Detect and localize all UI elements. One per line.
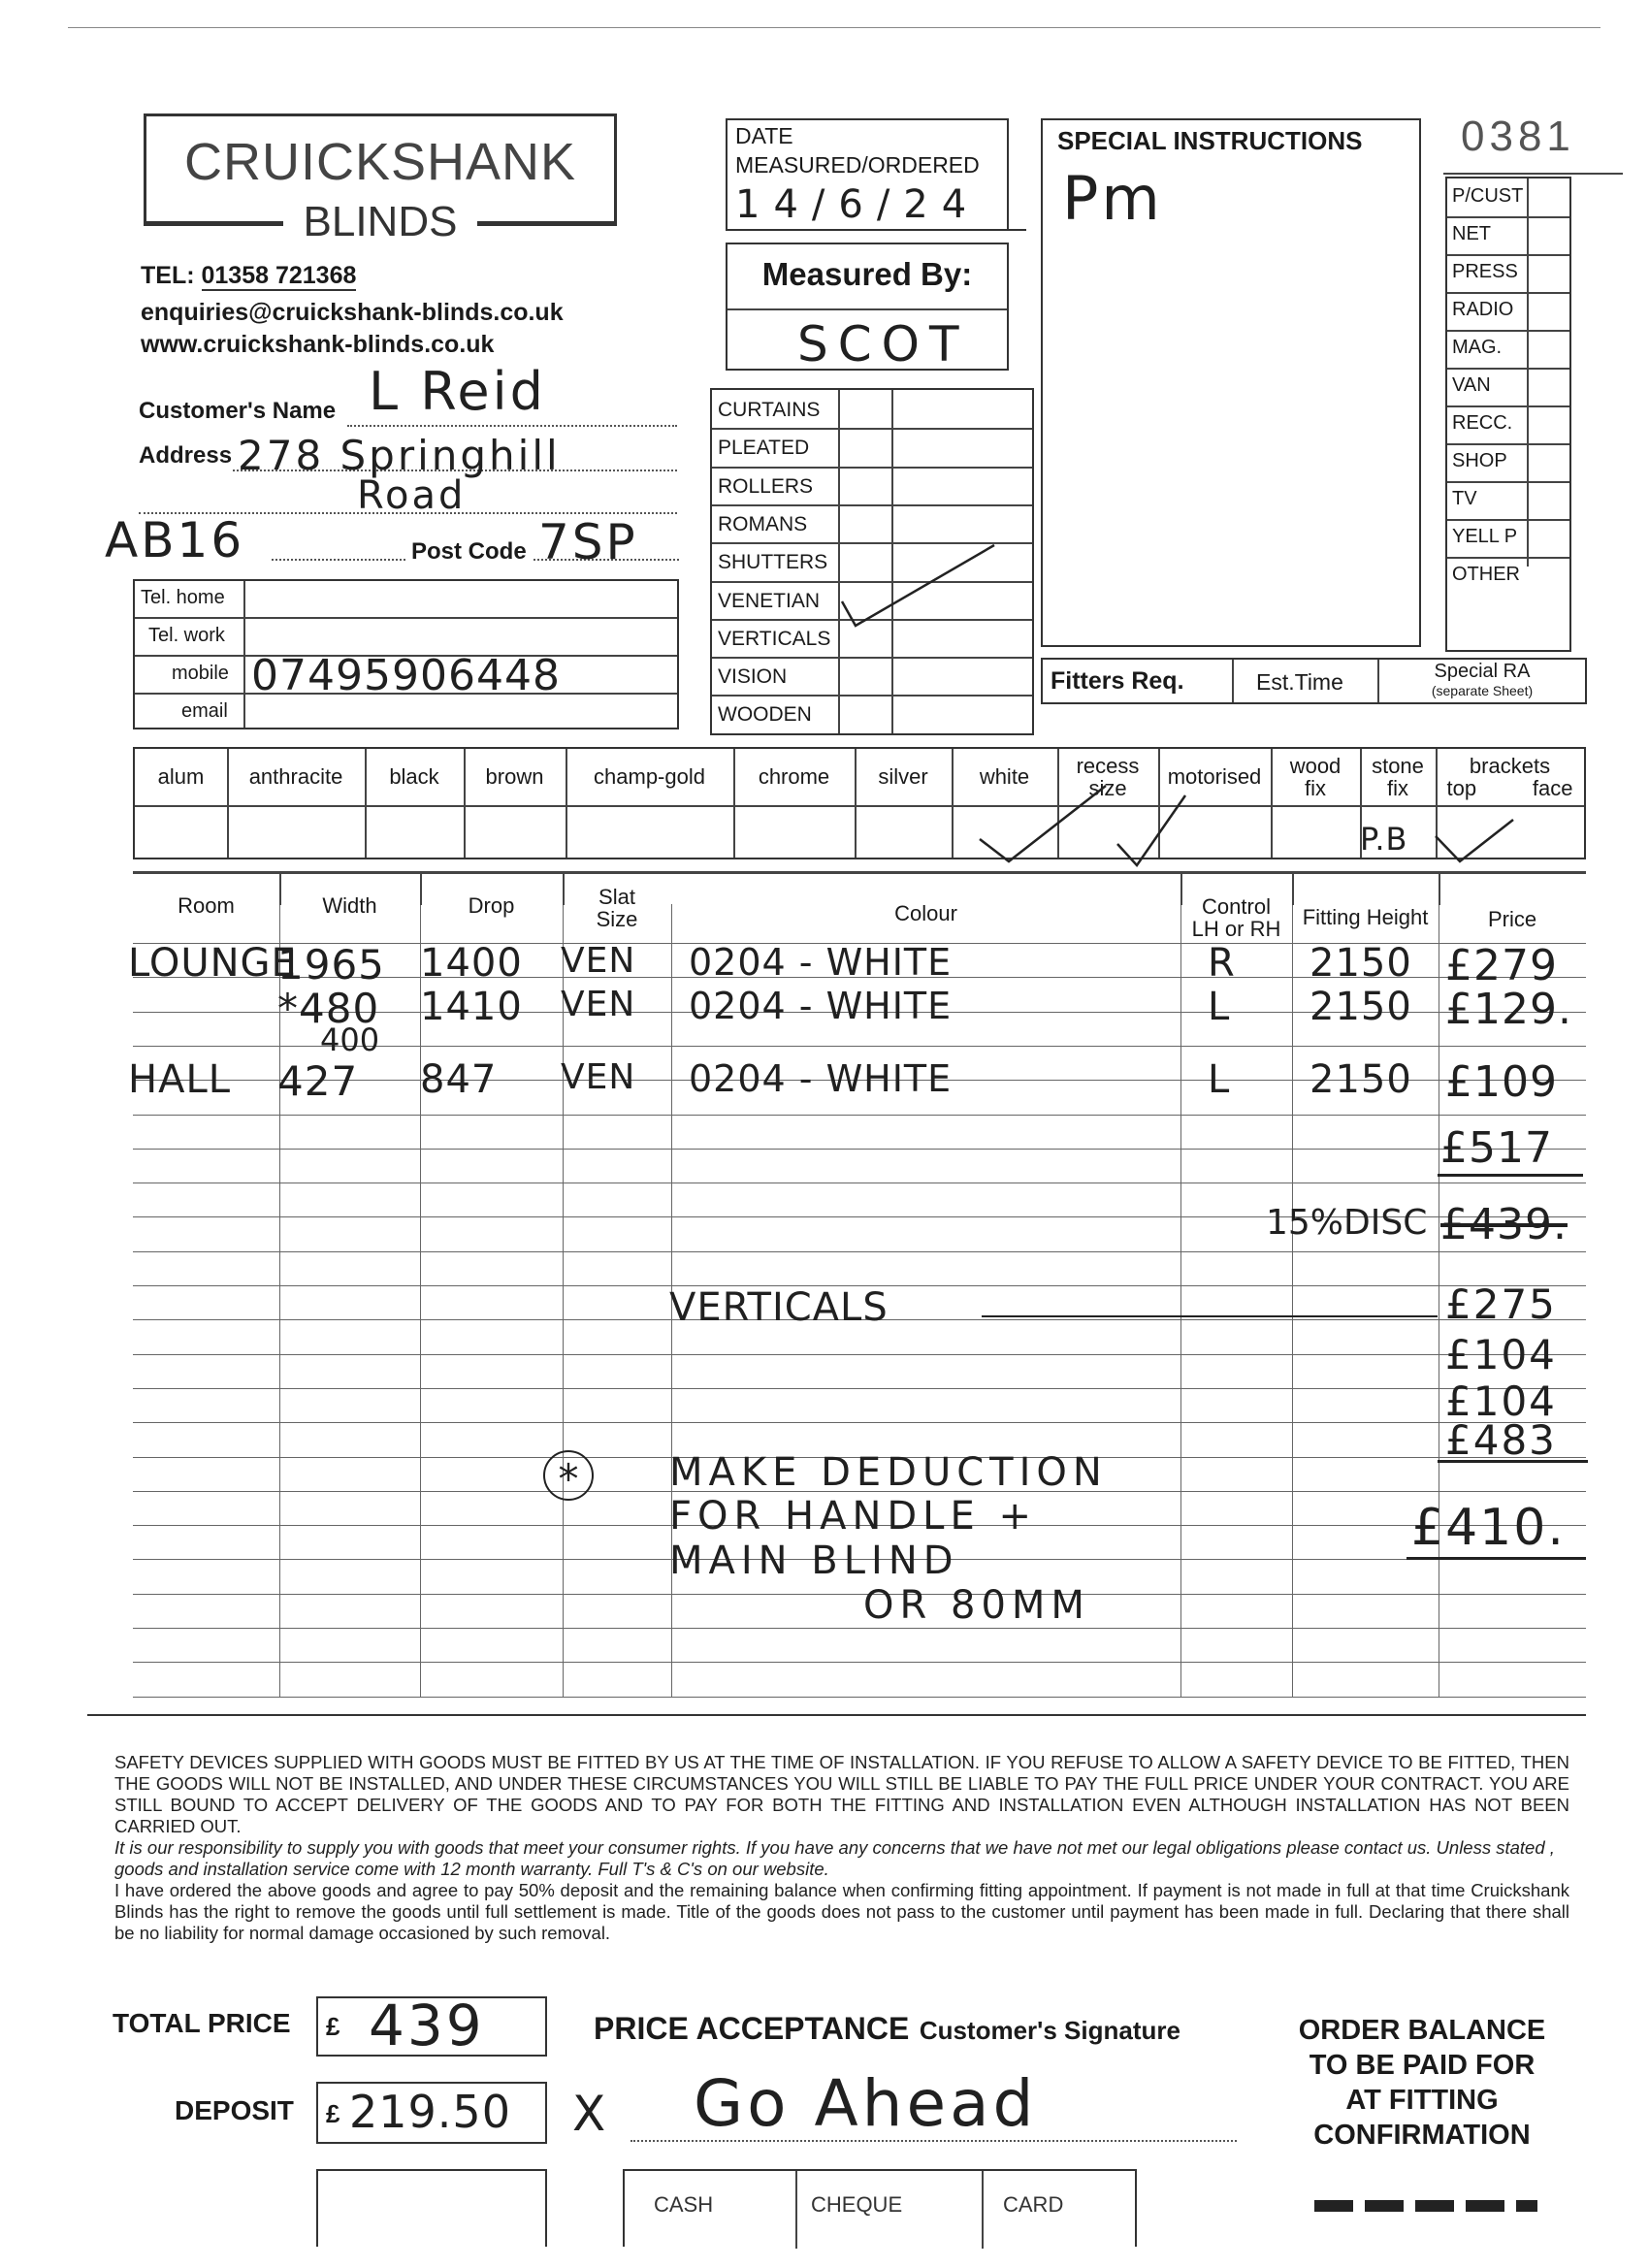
- order-agreement-notice: I have ordered the above goods and agree to pay 50% deposit and the remaining balance when confirming fitting appointment. If payment is not made in full at that time Cruickshank Blinds has the right to remove the goods until full settlement is made. Title of the goods does not pass to the customer until payment has been made in full. Declaring that there shall be no liability for normal damage occasioned by such removal.: [114, 1880, 1569, 1943]
- row-colour: 0204 - WHITE: [689, 985, 953, 1027]
- payment-methods-box: [623, 2169, 1137, 2247]
- discount-total: £439.: [1440, 1200, 1568, 1249]
- venetian-check-icon: [834, 534, 999, 640]
- verticals-final-underline: [1406, 1557, 1586, 1560]
- payment-card: CARD: [1003, 2192, 1064, 2217]
- row-room: HALL: [128, 1057, 232, 1102]
- balance-box: [316, 2169, 547, 2247]
- stone-line1: stone: [1372, 753, 1424, 778]
- source-option: RECC.: [1452, 412, 1513, 434]
- row-slat: VEN: [561, 985, 636, 1024]
- mobile-value: 07495906448: [251, 651, 561, 700]
- source-box: [1445, 177, 1571, 652]
- customer-name-label: Customer's Name: [139, 398, 337, 424]
- header-colour: Colour: [894, 901, 957, 925]
- special-instructions-label: SPECIAL INSTRUCTIONS: [1057, 126, 1363, 155]
- tel-number: 01358 721368: [201, 262, 357, 289]
- bsa-logo-fragment: [1314, 2200, 1537, 2212]
- verticals-final: £410.: [1411, 1499, 1566, 1557]
- verticals-price: £104: [1445, 1331, 1557, 1378]
- source-option: RADIO: [1452, 299, 1514, 320]
- est-time-label: Est.Time: [1256, 669, 1343, 695]
- stone-line2: fix: [1387, 776, 1408, 800]
- discount-label: 15%DISC: [1266, 1203, 1428, 1243]
- header-drop: Drop: [468, 893, 515, 918]
- measured-by-box: [726, 243, 1009, 371]
- verticals-line: [982, 1315, 1438, 1317]
- row-slat: VEN: [561, 941, 636, 981]
- deposit-value: 219.50: [349, 2086, 511, 2138]
- blind-type-option: SHUTTERS: [718, 551, 828, 574]
- row-drop: 847: [420, 1057, 498, 1102]
- fitters-label: Fitters Req.: [1051, 667, 1184, 695]
- note-line: MAKE DEDUCTION: [669, 1450, 1108, 1495]
- slat-line1: Slat: [598, 884, 635, 909]
- date-underline: [726, 229, 1026, 231]
- recess-line2: size: [1088, 776, 1127, 800]
- tel-work-label: Tel. work: [148, 625, 225, 646]
- brackets-top: top: [1446, 776, 1477, 800]
- source-option: TV: [1452, 488, 1477, 509]
- finish-white: white: [979, 764, 1030, 789]
- mobile-label: mobile: [172, 663, 229, 684]
- brackets-face: face: [1532, 776, 1573, 800]
- verticals-price: £483: [1445, 1416, 1557, 1464]
- row-colour: 0204 - WHITE: [689, 941, 953, 984]
- date-label-line2: MEASURED/ORDERED: [735, 152, 980, 178]
- address-label: Address: [139, 442, 233, 469]
- row-price: £279: [1445, 941, 1558, 990]
- verticals-price: £275: [1445, 1280, 1557, 1328]
- company-website: www.cruickshank-blinds.co.uk: [141, 331, 495, 358]
- company-name: CRUICKSHANK: [183, 133, 577, 191]
- stone-fix-note: P.B: [1360, 821, 1408, 858]
- scan-edge-line: [68, 27, 1600, 28]
- source-option: P/CUST: [1452, 185, 1524, 207]
- header-fitting-height: Fitting Height: [1302, 905, 1429, 929]
- finish-motorised: motorised: [1167, 764, 1262, 789]
- date-label-line1: DATE: [735, 123, 793, 148]
- price-acceptance-label: PRICE ACCEPTANCE: [594, 2011, 910, 2046]
- header-price: Price: [1487, 907, 1537, 931]
- fitters-table: [1041, 658, 1587, 704]
- wood-line2: fix: [1305, 776, 1326, 800]
- source-option: MAG.: [1452, 337, 1503, 358]
- verticals-price: £104: [1445, 1377, 1557, 1425]
- row-control: L: [1208, 985, 1231, 1029]
- total-price-label: TOTAL PRICE: [113, 2008, 291, 2038]
- special-instructions-value: Pm: [1062, 163, 1163, 234]
- row-price: £109: [1445, 1057, 1558, 1107]
- row-price: £129.: [1445, 985, 1572, 1034]
- finish-champ-gold: champ-gold: [594, 764, 705, 789]
- tel-home-label: Tel. home: [141, 587, 225, 608]
- source-option: YELL P: [1452, 526, 1518, 547]
- order-balance-line1: ORDER BALANCE: [1298, 2015, 1546, 2046]
- signature-label: Customer's Signature: [919, 2016, 1180, 2045]
- finish-black: black: [389, 764, 439, 789]
- special-ra-label: Special RA: [1434, 661, 1531, 682]
- finish-check-icons: [970, 776, 1591, 873]
- company-tel: [141, 262, 356, 290]
- header-control: [1180, 891, 1292, 945]
- source-option: VAN: [1452, 374, 1491, 396]
- blind-type-option: ROLLERS: [718, 474, 814, 498]
- note-line: FOR HANDLE +: [669, 1494, 1037, 1539]
- header-width: Width: [322, 893, 377, 918]
- legal-text: [114, 1752, 1569, 1944]
- control-line2: LH or RH: [1191, 917, 1281, 941]
- date-label: [735, 124, 980, 177]
- note-line: OR 80MM: [863, 1583, 1090, 1628]
- payment-cheque: CHEQUE: [811, 2192, 903, 2217]
- total-price-value: 439: [369, 1993, 485, 2058]
- order-balance-line4: CONFIRMATION: [1313, 2120, 1531, 2151]
- postcode-prefix: AB16: [105, 512, 245, 568]
- note-line: MAIN BLIND: [669, 1539, 959, 1583]
- note-marker: *: [543, 1450, 594, 1501]
- order-table-top: [133, 871, 1586, 874]
- blind-type-option: ROMANS: [718, 512, 808, 535]
- signature-mark: X: [572, 2086, 609, 2142]
- width-correction: 400: [320, 1021, 380, 1058]
- row-drop: 1400: [420, 941, 523, 986]
- special-ra-sub: (separate Sheet): [1431, 683, 1534, 698]
- consumer-rights-notice: It is our responsibility to supply you with goods that meet your consumer rights. If you have any concerns that we have not met our legal obligations please contact us. Unless stated , goods and installation service come with 12 month warranty. Full T's & C's on our website.: [114, 1837, 1555, 1879]
- safety-notice: SAFETY DEVICES SUPPLIED WITH GOODS MUST BE FITTED BY US AT THE TIME OF INSTALLATION. IF YOU REFUSE TO ALLOW A SAFETY DEVICE TO BE FITTED, THEN THE GOODS WILL NOT BE INSTALLED, AND UNDER THESE CIRCUMSTANCES YOU WILL STILL BE LIABLE TO PAY THE FULL PRICE UNDER YOUR CONTRACT. YOU ARE STILL BOUND TO ACCEPT DELIVERY OF THE GOODS AND TO PAY FOR BOTH THE FITTING AND INSTALLATION EVEN ALTHOUGH INSTALLATION HAS NOT BEEN CARRIED OUT.: [114, 1752, 1569, 1836]
- signature-line: [630, 2140, 1237, 2142]
- subtotal-underline: [1438, 1174, 1583, 1177]
- logo-rule-right: [477, 221, 615, 224]
- finish-chrome: chrome: [758, 764, 830, 789]
- date-value: 14/6/24: [735, 182, 981, 227]
- special-instructions-box: [1041, 118, 1421, 647]
- row-room: LOUNGE: [128, 941, 297, 986]
- company-name-blinds: BLINDS: [283, 198, 477, 246]
- row-control: L: [1208, 1057, 1231, 1102]
- source-option: PRESS: [1452, 261, 1518, 282]
- slat-line2: Size: [596, 907, 638, 931]
- payment-cash: CASH: [654, 2192, 714, 2217]
- recess-line1: recess: [1076, 753, 1140, 778]
- total-price-box: [316, 1993, 547, 2058]
- postcode-suffix: 7SP: [538, 514, 638, 570]
- tel-label: TEL:: [141, 262, 195, 289]
- finish-silver: silver: [878, 764, 928, 789]
- blind-type-option: WOODEN: [718, 703, 812, 727]
- header-room: Room: [178, 893, 235, 918]
- order-balance-line3: AT FITTING: [1345, 2085, 1499, 2116]
- total-currency: £: [326, 2012, 340, 2041]
- header-slat-size: [563, 881, 671, 935]
- date-box: [726, 118, 1009, 231]
- blind-type-option: VENETIAN: [718, 589, 821, 612]
- row-colour: 0204 - WHITE: [689, 1057, 953, 1100]
- measured-by-rule: [728, 308, 1007, 310]
- form-number: 0381: [1461, 113, 1575, 160]
- blind-type-option: PLEATED: [718, 437, 810, 460]
- postcode-label: Post Code: [411, 538, 527, 565]
- blind-type-option: VISION: [718, 665, 788, 689]
- row-fitting-height: 2150: [1310, 1057, 1412, 1102]
- finish-brown: brown: [485, 764, 544, 789]
- deposit-currency: £: [326, 2099, 340, 2128]
- row-fitting-height: 2150: [1310, 985, 1412, 1029]
- source-option: SHOP: [1452, 450, 1507, 471]
- deposit-box: [316, 2082, 547, 2144]
- verticals-label: VERTICALS: [669, 1285, 889, 1330]
- row-control: R: [1208, 941, 1236, 986]
- company-email: enquiries@cruickshank-blinds.co.uk: [141, 299, 564, 326]
- measured-by-label: Measured By:: [761, 256, 973, 292]
- brackets-label: brackets: [1469, 753, 1551, 778]
- order-balance-note: [1277, 2013, 1568, 2153]
- blind-type-option: CURTAINS: [718, 399, 821, 421]
- measured-by-value: SCOT: [797, 316, 969, 373]
- customer-name-value: L Reid: [369, 361, 546, 422]
- row-width: 427: [277, 1057, 359, 1105]
- subtotal: £517: [1440, 1123, 1553, 1173]
- verticals-sum-line: [1438, 1460, 1588, 1463]
- logo-rule-left: [146, 221, 283, 224]
- row-width: 1965: [277, 941, 385, 988]
- blind-type-option: VERTICALS: [718, 627, 831, 650]
- order-balance-line2: TO BE PAID FOR: [1309, 2050, 1536, 2081]
- wood-line1: wood: [1289, 753, 1342, 778]
- control-line1: Control: [1202, 893, 1271, 919]
- address-line1: 278 Springhill: [238, 432, 561, 479]
- finish-anthracite: anthracite: [248, 764, 343, 789]
- source-option: NET: [1452, 223, 1491, 244]
- source-option: OTHER: [1452, 564, 1520, 585]
- finish-alum: alum: [157, 764, 205, 789]
- price-acceptance: [594, 2011, 1180, 2047]
- address-line2: Road: [357, 473, 467, 518]
- row-fitting-height: 2150: [1310, 941, 1412, 986]
- row-drop: 1410: [420, 985, 523, 1029]
- customer-signature: Go Ahead: [694, 2066, 1038, 2141]
- row-slat: VEN: [561, 1057, 636, 1097]
- email-label: email: [181, 700, 228, 722]
- row-width: *480: [277, 985, 380, 1032]
- form-number-rule: [1443, 173, 1623, 175]
- contact-table: [133, 579, 679, 729]
- deposit-label: DEPOSIT: [175, 2095, 294, 2125]
